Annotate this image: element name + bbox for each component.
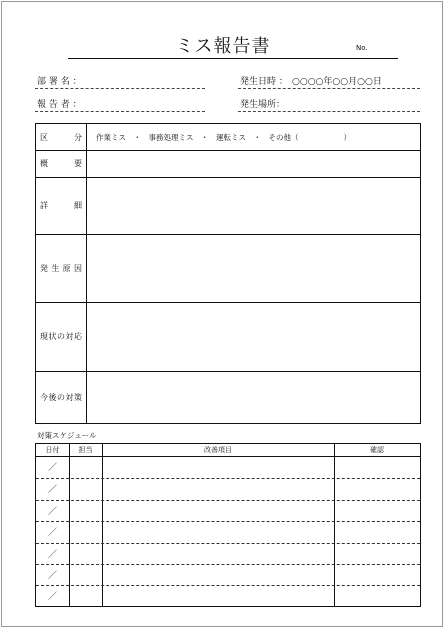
schedule-table	[35, 443, 421, 607]
datetime-value: ○○○○年○○月○○日	[292, 77, 382, 87]
row-divider	[36, 500, 420, 501]
date-header: 日付	[45, 446, 60, 454]
date-slash[interactable]: ／	[47, 592, 57, 602]
label-column-divider	[86, 124, 87, 423]
row-divider	[36, 177, 420, 178]
current-response-row-label: 現状の対応	[40, 332, 82, 341]
row-divider	[36, 521, 420, 522]
row-divider	[36, 585, 420, 586]
cause-row-label: 発 生 原 因	[40, 263, 82, 273]
column-divider	[334, 444, 335, 606]
reporter-field[interactable]	[35, 111, 205, 112]
report-table	[35, 123, 421, 424]
page-title: ミス報告書	[175, 36, 271, 57]
row-divider	[36, 478, 420, 479]
row-divider	[36, 150, 420, 151]
row-divider	[36, 302, 420, 303]
date-slash[interactable]: ／	[47, 571, 57, 581]
datetime-field[interactable]	[238, 88, 420, 89]
date-slash[interactable]: ／	[47, 463, 57, 473]
date-slash[interactable]: ／	[47, 507, 57, 517]
category-row-label: 区 分	[40, 132, 82, 142]
place-label: 発生場所：	[240, 100, 286, 110]
datetime-label: 発生日時 ：	[240, 77, 288, 87]
date-slash[interactable]: ／	[47, 528, 57, 538]
column-divider	[69, 444, 70, 606]
place-field[interactable]	[238, 111, 420, 112]
header-divider	[36, 456, 420, 457]
category-options[interactable]: 作業ミス ・ 事務処理ミス ・ 運転ミス ・ その他（ ）	[96, 132, 351, 142]
number-label: No.	[356, 44, 368, 52]
row-divider	[36, 371, 420, 372]
row-divider	[36, 543, 420, 544]
row-divider	[36, 234, 420, 235]
details-row-label: 詳 細	[40, 201, 82, 210]
department-field[interactable]	[35, 88, 205, 89]
date-slash[interactable]: ／	[47, 550, 57, 560]
date-slash[interactable]: ／	[47, 485, 57, 495]
column-divider	[102, 444, 103, 606]
title-underline	[68, 58, 398, 59]
summary-row-label: 概 要	[40, 159, 82, 168]
row-divider	[36, 564, 420, 565]
reporter-label: 報 告 者 ：	[37, 100, 82, 110]
improvement-item-header: 改善項目	[204, 446, 232, 454]
owner-header: 担当	[78, 446, 93, 454]
department-label: 部 署 名 ：	[37, 77, 82, 87]
schedule-title: 対策スケジュール	[37, 431, 97, 440]
future-measures-row-label: 今後の対策	[40, 392, 82, 402]
confirm-header: 確認	[370, 446, 384, 454]
